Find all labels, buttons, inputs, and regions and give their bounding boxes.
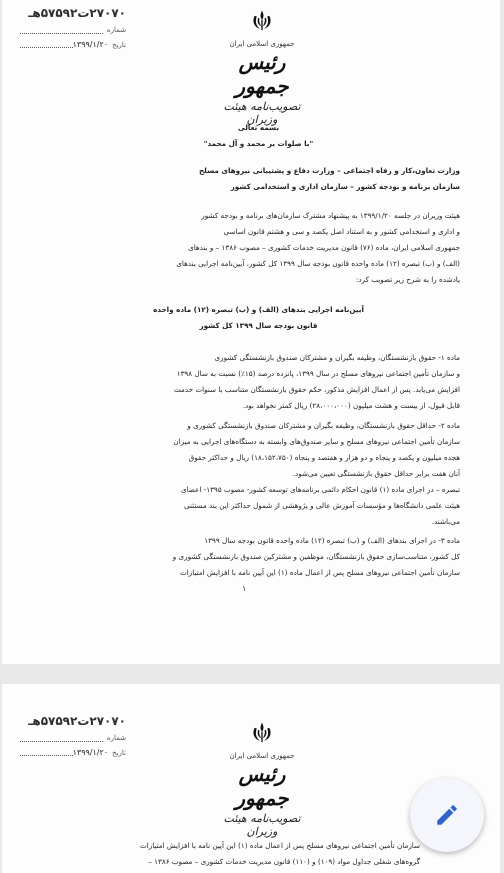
date-value: ۱۳۹۹/۱/۲۰ bbox=[72, 40, 109, 49]
date-dotted-line bbox=[20, 41, 73, 48]
recipients bbox=[57, 163, 460, 195]
number-label: شماره bbox=[106, 26, 126, 34]
article-line: کل کشور، متناسب‌سازی حقوق بازنشستگان، موظفین و مشترکین صندوق بازنشستگی کشوری و bbox=[172, 552, 460, 561]
letter-number: ۲۷۰۷۰ت۵۷۵۹۲هـ bbox=[28, 714, 126, 728]
note bbox=[57, 482, 460, 530]
article-2 bbox=[57, 418, 460, 482]
date-label: تاریخ bbox=[112, 40, 126, 49]
number-dotted-line bbox=[20, 735, 103, 742]
letter-meta bbox=[16, 714, 126, 757]
number-dotted-line bbox=[20, 27, 103, 34]
article-line: قابل قبول، از بیست و هشت میلیون (۲۸،۰۰۰،۰۰۰) ریال کمتر نخواهد بود. bbox=[242, 401, 460, 410]
document-page-1 bbox=[2, 0, 500, 664]
title-line: آیین‌نامه اجرایی بندهای (الف) و (ب) تبصره (۱۲) ماده واحده bbox=[153, 305, 364, 314]
recipient-line: سازمان برنامه و بودجه کشور – سازمان اداری و استخدامی کشور bbox=[230, 182, 460, 191]
article-line: افزایش می‌یابد. پس از اعمال افزایش مذکور، حکم حقوق بازنشستگان متناسب با سنوات خدمت bbox=[173, 385, 460, 394]
republic-text: جمهوری اسلامی ایران bbox=[229, 40, 295, 48]
intro-paragraph bbox=[57, 208, 460, 288]
article-line: ماده ۲- حداقل حقوق بازنشستگان، وظیفه بگیران و مشترکان صندوق بازنشستگی کشوری و bbox=[187, 421, 460, 430]
intro-line: هیئت وزیران در جلسه ۱۳۹۹/۱/۲۰ به پیشنهاد مشترک سازمان‌های برنامه و بودجه کشور bbox=[201, 211, 460, 220]
number-row bbox=[16, 26, 126, 34]
date-row bbox=[16, 748, 126, 757]
article-line: سازمان تأمین اجتماعی نیروهای مسلح پس از اعمال ماده (۱) این آیین نامه با افزایش امتیازات bbox=[179, 568, 460, 577]
article-3 bbox=[57, 533, 460, 581]
article-line: سازمان تأمین اجتماعی نیروهای مسلح و سایر صندوق‌های وابسته به دستگاه‌های اجرایی به میزان bbox=[173, 437, 460, 446]
title-line: قانون بودجه سال ۱۳۹۹ کل کشور bbox=[199, 321, 318, 330]
article-line: آنان هفت برابر حداقل حقوق بازنشستگی تعیین می‌شود. bbox=[292, 469, 460, 478]
republic-text: جمهوری اسلامی ایران bbox=[229, 752, 295, 760]
letterhead bbox=[212, 720, 312, 838]
bismillah: بسمه تعالی bbox=[237, 123, 280, 132]
cabinet-title: تصویب‌نامه هیئت وزیران bbox=[223, 100, 301, 126]
article-line: ماده ۳- در اجرای بندهای (الف) و (ب) تبصره (۱۲) ماده واحده قانون بودجه سال ۱۳۹۹ bbox=[204, 536, 460, 545]
letter-meta bbox=[16, 6, 126, 49]
body-line: گروه‌های شغلی جداول مواد (۱۰۹) و (۱۱۰) قانون مدیریت خدمات کشوری – مصوب ۱۳۸۶ – bbox=[148, 857, 420, 866]
cabinet-title: تصویب‌نامه هیئت وزیران bbox=[223, 812, 301, 838]
document-body bbox=[57, 120, 460, 152]
regulation-title bbox=[57, 302, 460, 334]
letter-number: ۲۷۰۷۰ت۵۷۵۹۲هـ bbox=[28, 6, 126, 20]
article-line: و سازمان تأمین اجتماعی نیروهای مسلح در سال ۱۳۹۹، پانزده درصد (۱۵٪) نسبت به سال ۱۳۹۸ bbox=[176, 369, 460, 378]
intro-line: جمهوری اسلامی ایران، ماده (۷۶) قانون مدیریت خدمات کشوری – مصوب ۱۳۸۶ – و بندهای bbox=[188, 243, 460, 252]
number-row bbox=[16, 734, 126, 742]
page-2-body bbox=[57, 838, 420, 870]
number-label: شماره bbox=[106, 734, 126, 742]
page-number: ۱ bbox=[242, 584, 247, 593]
article-line: هجده میلیون و یکصد و پنجاه و دو هزار و هفتصد و پنجاه (۱۸،۱۵۲،۷۵۰) ریال و حداکثر حقوق bbox=[188, 453, 460, 462]
date-dotted-line bbox=[20, 749, 73, 756]
intro-line: و اداری و استخدامی کشور و به استناد اصل یکصد و سی و هشتم قانون اساسی bbox=[223, 227, 460, 236]
article-line: ماده ۱- حقوق بازنشستگان، وظیفه بگیران و مشترکان صندوق بازنشستگی کشوری bbox=[214, 353, 460, 362]
letterhead bbox=[212, 8, 312, 126]
president-title: رئیس جمهور bbox=[235, 50, 289, 98]
article-1 bbox=[57, 350, 460, 414]
note-line: می‌باشند. bbox=[431, 517, 460, 526]
pencil-edit-icon bbox=[434, 802, 460, 828]
iran-emblem-icon bbox=[249, 8, 275, 34]
president-title: رئیس جمهور bbox=[235, 762, 289, 810]
salawat: "با صلوات بر محمد و آل محمد" bbox=[203, 139, 314, 148]
edit-fab-button[interactable] bbox=[410, 778, 484, 852]
note-line: هیئت علمی دانشگاه‌ها و مؤسسات آموزش عالی و پژوهشی از شمول حداکثر این بند مستثنی bbox=[183, 501, 460, 510]
body-line: سازمان تأمین اجتماعی نیروهای مسلح پس از اعمال ماده (۱) این آیین نامه با افزایش امتیازات bbox=[139, 841, 420, 850]
intro-line: یادشده را به شرح زیر تصویب کرد: bbox=[355, 275, 460, 284]
date-value: ۱۳۹۹/۱/۲۰ bbox=[72, 748, 109, 757]
note-line: تبصره – در اجرای ماده (۱) قانون احکام دائمی برنامه‌های توسعه کشور- مصوب ۱۳۹۵- اعضای bbox=[180, 485, 460, 494]
intro-line: (الف) و (ب) تبصره (۱۲) ماده واحده قانون بودجه سال ۱۳۹۹ کل کشور، آیین‌نامه اجرایی بندهای bbox=[176, 259, 460, 268]
date-row bbox=[16, 40, 126, 49]
date-label: تاریخ bbox=[112, 748, 126, 757]
iran-emblem-icon bbox=[249, 720, 275, 746]
recipient-line: وزارت تعاون،کار و رفاه اجتماعی – وزارت دفاع و پشتیبانی نیروهای مسلح bbox=[199, 166, 460, 175]
